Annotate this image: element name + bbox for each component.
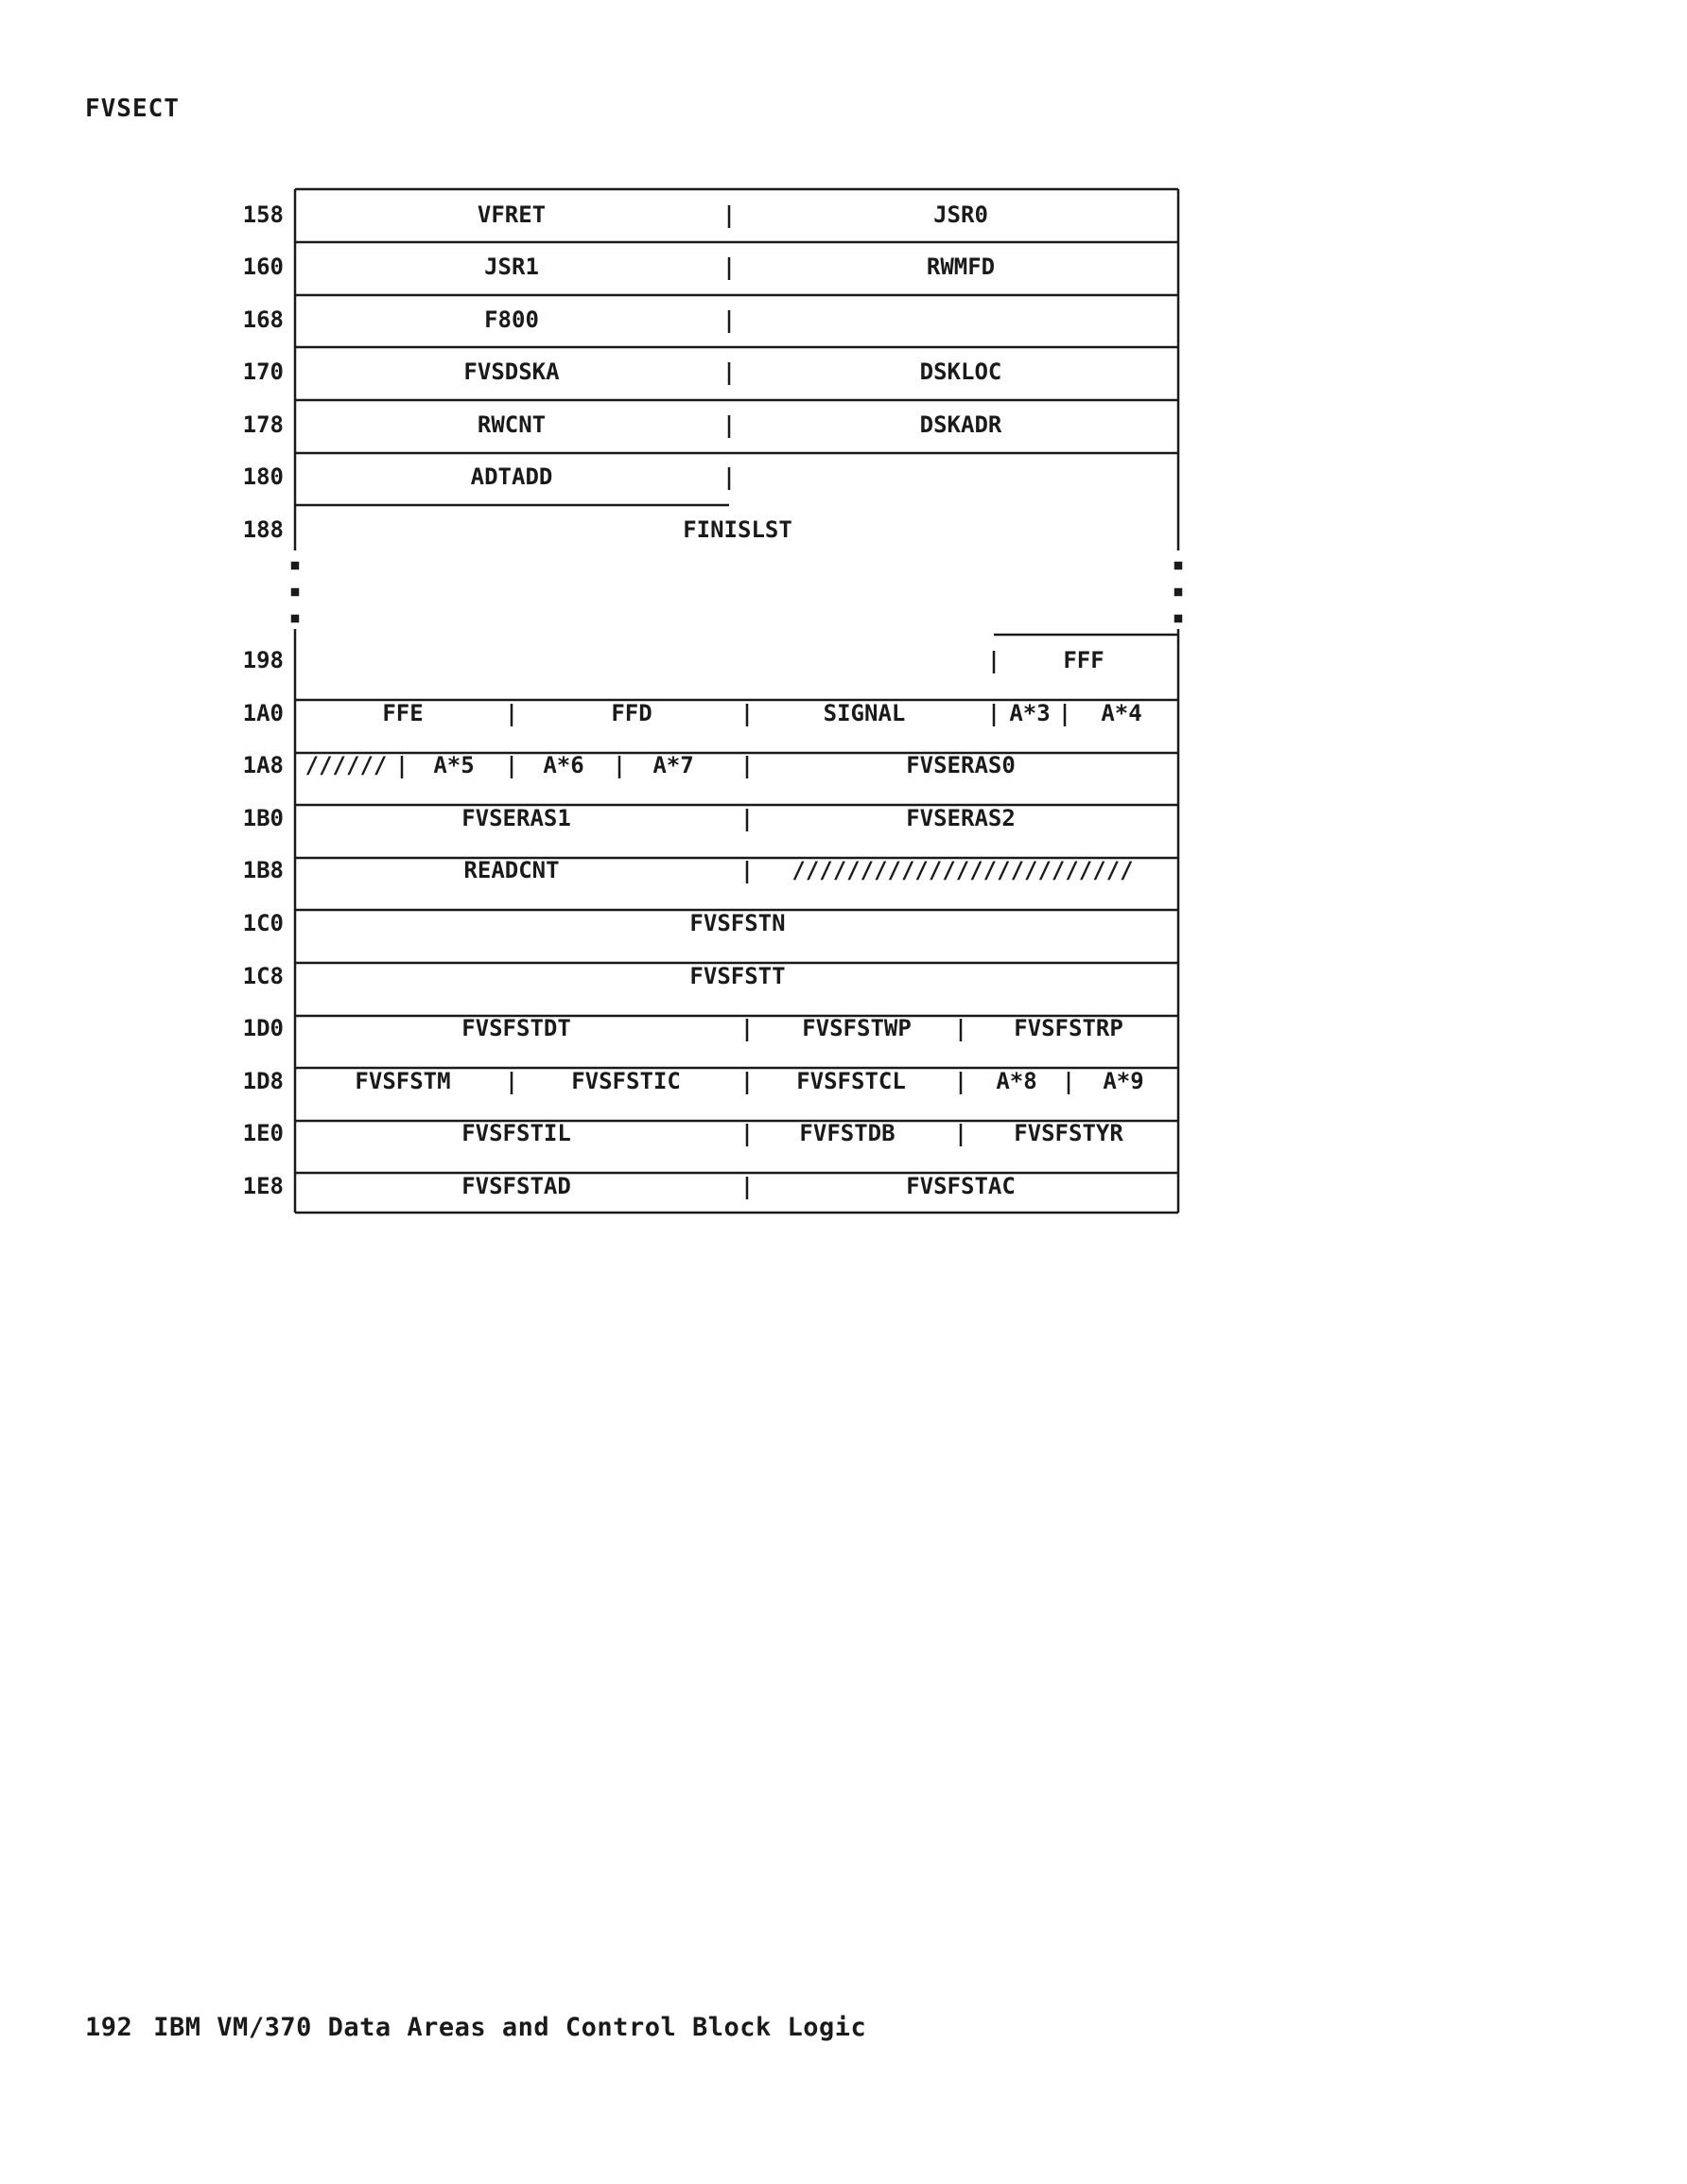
field-label: FVSERAS1 <box>461 805 571 831</box>
offset-label: 1B8 <box>242 857 284 883</box>
field-label: FVSFSTCL <box>796 1068 906 1094</box>
reserved-hatch: ////// <box>304 752 388 778</box>
field-label: FFF <box>1063 647 1104 673</box>
field-label: FFD <box>611 700 652 726</box>
field-label: FVSFSTIL <box>461 1120 571 1146</box>
field-label: A*3 <box>1009 700 1051 726</box>
field-label: FFE <box>382 700 424 726</box>
offset-label: 198 <box>242 647 284 673</box>
field-label: F800 <box>484 306 539 333</box>
field-label: JSR1 <box>484 253 539 280</box>
field-label: FVSFSTM <box>355 1068 451 1094</box>
field-label: DSKLOC <box>919 358 1002 385</box>
field-label: JSR0 <box>933 201 988 228</box>
field-label: ADTADD <box>470 463 553 490</box>
continuation-dot <box>292 563 298 568</box>
offset-label: 1C0 <box>242 910 284 936</box>
field-label: READCNT <box>463 857 560 883</box>
field-label: FVSERAS0 <box>906 752 1016 778</box>
offset-label: 1A0 <box>242 700 284 726</box>
field-label: A*9 <box>1103 1068 1144 1094</box>
continuation-dot <box>292 589 298 595</box>
continuation-dot <box>1175 563 1181 568</box>
offset-label: 1D8 <box>242 1068 284 1094</box>
reserved-hatch: ///////////////////////// <box>791 857 1134 883</box>
offset-label: 1E8 <box>242 1173 284 1199</box>
page-header: FVSECT <box>85 95 180 123</box>
field-label: FVSFSTDT <box>461 1015 571 1041</box>
offset-label: 1B0 <box>242 805 284 831</box>
field-label: A*5 <box>433 752 475 778</box>
field-label: A*7 <box>652 752 694 778</box>
field-label: FVSFSTRP <box>1014 1015 1123 1041</box>
document-title: IBM VM/370 Data Areas and Control Block Logic <box>153 2013 867 2042</box>
field-label: FVSFSTWP <box>802 1015 912 1041</box>
field-label: FVSDSKA <box>463 358 560 385</box>
field-label: FVSERAS2 <box>906 805 1016 831</box>
offset-label: 160 <box>242 253 284 280</box>
field-label: FVSFSTT <box>689 963 786 989</box>
field-label: FVSFSTYR <box>1014 1120 1123 1146</box>
offset-label: 1E0 <box>242 1120 284 1146</box>
offset-label: 1C8 <box>242 963 284 989</box>
field-label: A*4 <box>1101 700 1142 726</box>
continuation-dot <box>1175 616 1181 621</box>
offset-label: 180 <box>242 463 284 490</box>
field-label: DSKADR <box>919 411 1002 438</box>
page-number: 192 <box>85 2013 133 2042</box>
field-label: FVFSTDB <box>799 1120 896 1146</box>
field-label: FVSFSTN <box>689 910 786 936</box>
offset-label: 170 <box>242 358 284 385</box>
field-label: RWMFD <box>926 253 996 280</box>
field-label: A*8 <box>996 1068 1037 1094</box>
continuation-dot <box>1175 589 1181 595</box>
field-label: FVSFSTAC <box>906 1173 1016 1199</box>
field-label: VFRET <box>477 201 547 228</box>
continuation-dot <box>292 616 298 621</box>
field-label: SIGNAL <box>823 700 906 726</box>
offset-label: 178 <box>242 411 284 438</box>
offset-label: 188 <box>242 516 284 543</box>
offset-label: 1D0 <box>242 1015 284 1041</box>
field-label: RWCNT <box>477 411 547 438</box>
offset-label: 168 <box>242 306 284 333</box>
offset-label: 1A8 <box>242 752 284 778</box>
field-label: A*6 <box>543 752 584 778</box>
field-label: FINISLST <box>683 516 792 543</box>
offset-label: 158 <box>242 201 284 228</box>
field-label: FVSFSTAD <box>461 1173 571 1199</box>
field-label: FVSFSTIC <box>571 1068 681 1094</box>
page-footer <box>85 2013 887 2042</box>
